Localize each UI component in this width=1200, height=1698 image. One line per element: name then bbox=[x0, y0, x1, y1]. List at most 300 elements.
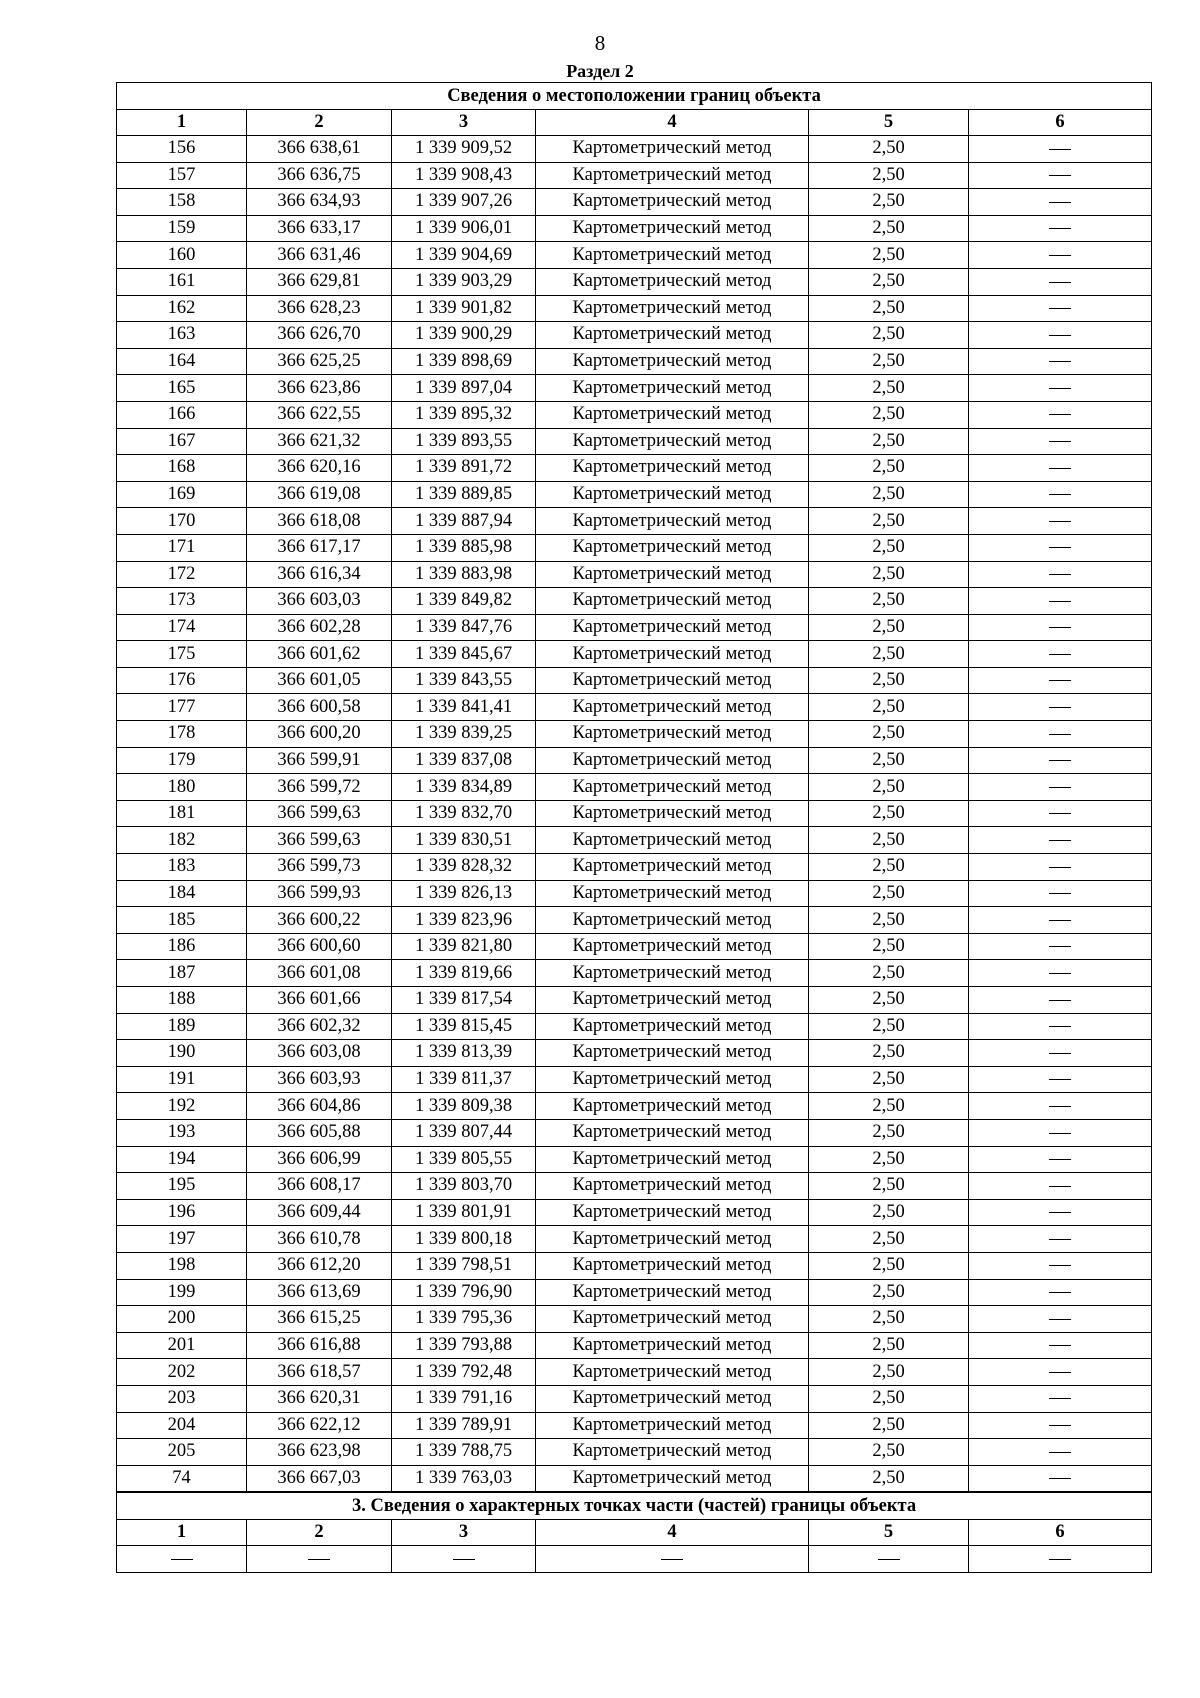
dash-mark bbox=[308, 1559, 330, 1560]
method-cell: Картометрический метод bbox=[536, 1439, 809, 1466]
accuracy-cell: 2,50 bbox=[809, 960, 969, 987]
accuracy-cell: 2,50 bbox=[809, 136, 969, 163]
section-title: Раздел 2 bbox=[566, 61, 634, 81]
x-coordinate-cell: 366 601,62 bbox=[247, 641, 392, 668]
point-number-cell: 191 bbox=[117, 1066, 247, 1093]
x-coordinate-cell: 366 631,46 bbox=[247, 242, 392, 269]
parts-column-number: 3 bbox=[392, 1520, 536, 1546]
y-coordinate-cell: 1 339 908,43 bbox=[392, 162, 536, 189]
y-coordinate-cell: 1 339 763,03 bbox=[392, 1465, 536, 1492]
y-coordinate-cell: 1 339 823,96 bbox=[392, 907, 536, 934]
point-number-cell: 181 bbox=[117, 800, 247, 827]
description-cell bbox=[969, 534, 1152, 561]
description-cell bbox=[969, 1173, 1152, 1200]
table-row bbox=[117, 534, 1152, 561]
table-row bbox=[117, 375, 1152, 402]
point-number-cell: 169 bbox=[117, 481, 247, 508]
table-row bbox=[117, 854, 1152, 881]
y-coordinate-cell: 1 339 845,67 bbox=[392, 641, 536, 668]
description-cell bbox=[969, 1093, 1152, 1120]
table-row bbox=[117, 295, 1152, 322]
column-number: 5 bbox=[809, 110, 969, 136]
table-row bbox=[117, 1093, 1152, 1120]
y-coordinate-cell: 1 339 796,90 bbox=[392, 1279, 536, 1306]
method-cell: Картометрический метод bbox=[536, 1119, 809, 1146]
column-number-row bbox=[117, 110, 1152, 136]
x-coordinate-cell: 366 618,57 bbox=[247, 1359, 392, 1386]
point-number-cell: 201 bbox=[117, 1332, 247, 1359]
method-cell: Картометрический метод bbox=[536, 1412, 809, 1439]
dash-mark bbox=[1049, 1106, 1071, 1107]
table-row bbox=[117, 1040, 1152, 1067]
point-number-cell: 192 bbox=[117, 1093, 247, 1120]
x-coordinate-cell: 366 599,63 bbox=[247, 800, 392, 827]
accuracy-cell: 2,50 bbox=[809, 1226, 969, 1253]
method-cell: Картометрический метод bbox=[536, 1252, 809, 1279]
dash-mark bbox=[1049, 521, 1071, 522]
description-cell bbox=[969, 933, 1152, 960]
dash-mark bbox=[1049, 1452, 1071, 1453]
point-number-cell: 194 bbox=[117, 1146, 247, 1173]
y-coordinate-cell: 1 339 789,91 bbox=[392, 1412, 536, 1439]
y-coordinate-cell: 1 339 801,91 bbox=[392, 1199, 536, 1226]
x-coordinate-cell: 366 601,08 bbox=[247, 960, 392, 987]
description-cell bbox=[969, 747, 1152, 774]
y-coordinate-cell: 1 339 898,69 bbox=[392, 348, 536, 375]
method-cell: Картометрический метод bbox=[536, 455, 809, 482]
method-cell: Картометрический метод bbox=[536, 561, 809, 588]
point-number-cell: 175 bbox=[117, 641, 247, 668]
method-cell: Картометрический метод bbox=[536, 747, 809, 774]
point-number-cell: 180 bbox=[117, 774, 247, 801]
table-row bbox=[117, 322, 1152, 349]
method-cell: Картометрический метод bbox=[536, 800, 809, 827]
dash-mark bbox=[1049, 547, 1071, 548]
x-coordinate-cell: 366 619,08 bbox=[247, 481, 392, 508]
accuracy-cell: 2,50 bbox=[809, 1252, 969, 1279]
dash-mark bbox=[1049, 707, 1071, 708]
y-coordinate-cell: 1 339 895,32 bbox=[392, 401, 536, 428]
y-coordinate-cell: 1 339 807,44 bbox=[392, 1119, 536, 1146]
table-row bbox=[117, 827, 1152, 854]
column-number: 2 bbox=[247, 110, 392, 136]
point-number-cell: 165 bbox=[117, 375, 247, 402]
accuracy-cell: 2,50 bbox=[809, 1332, 969, 1359]
accuracy-cell: 2,50 bbox=[809, 455, 969, 482]
description-cell bbox=[969, 854, 1152, 881]
table-row bbox=[117, 189, 1152, 216]
dash-mark bbox=[1049, 414, 1071, 415]
method-cell: Картометрический метод bbox=[536, 1359, 809, 1386]
table-row bbox=[117, 694, 1152, 721]
parts-column-number: 5 bbox=[809, 1520, 969, 1546]
accuracy-cell: 2,50 bbox=[809, 1412, 969, 1439]
method-cell: Картометрический метод bbox=[536, 1013, 809, 1040]
column-number: 3 bbox=[392, 110, 536, 136]
point-number-cell: 199 bbox=[117, 1279, 247, 1306]
dash-mark bbox=[1049, 627, 1071, 628]
description-cell bbox=[969, 295, 1152, 322]
accuracy-cell: 2,50 bbox=[809, 268, 969, 295]
dash-mark bbox=[1049, 255, 1071, 256]
accuracy-cell: 2,50 bbox=[809, 428, 969, 455]
dash-mark bbox=[1049, 946, 1071, 947]
y-coordinate-cell: 1 339 839,25 bbox=[392, 721, 536, 748]
y-coordinate-cell: 1 339 900,29 bbox=[392, 322, 536, 349]
y-coordinate-cell: 1 339 798,51 bbox=[392, 1252, 536, 1279]
point-number-cell: 202 bbox=[117, 1359, 247, 1386]
x-coordinate-cell: 366 615,25 bbox=[247, 1306, 392, 1333]
y-coordinate-cell: 1 339 834,89 bbox=[392, 774, 536, 801]
description-cell bbox=[969, 242, 1152, 269]
x-coordinate-cell: 366 600,60 bbox=[247, 933, 392, 960]
y-coordinate-cell: 1 339 837,08 bbox=[392, 747, 536, 774]
table-row bbox=[117, 348, 1152, 375]
description-cell bbox=[969, 987, 1152, 1014]
y-coordinate-cell: 1 339 826,13 bbox=[392, 880, 536, 907]
table-row bbox=[117, 641, 1152, 668]
dash-mark bbox=[1049, 308, 1071, 309]
dash-mark bbox=[878, 1559, 900, 1560]
y-coordinate-cell: 1 339 809,38 bbox=[392, 1093, 536, 1120]
point-number-cell: 178 bbox=[117, 721, 247, 748]
description-cell bbox=[969, 1252, 1152, 1279]
table-row bbox=[117, 1199, 1152, 1226]
method-cell: Картометрический метод bbox=[536, 1066, 809, 1093]
x-coordinate-cell: 366 601,05 bbox=[247, 667, 392, 694]
method-cell: Картометрический метод bbox=[536, 721, 809, 748]
table-row bbox=[117, 1359, 1152, 1386]
x-coordinate-cell: 366 623,98 bbox=[247, 1439, 392, 1466]
description-cell bbox=[969, 880, 1152, 907]
accuracy-cell: 2,50 bbox=[809, 215, 969, 242]
accuracy-cell: 2,50 bbox=[809, 907, 969, 934]
description-cell bbox=[969, 1040, 1152, 1067]
y-coordinate-cell: 1 339 897,04 bbox=[392, 375, 536, 402]
point-number-cell: 159 bbox=[117, 215, 247, 242]
method-cell: Картометрический метод bbox=[536, 774, 809, 801]
table-row bbox=[117, 960, 1152, 987]
y-coordinate-cell: 1 339 830,51 bbox=[392, 827, 536, 854]
table-row bbox=[117, 907, 1152, 934]
description-cell bbox=[969, 561, 1152, 588]
y-coordinate-cell: 1 339 800,18 bbox=[392, 1226, 536, 1253]
method-cell: Картометрический метод bbox=[536, 588, 809, 615]
point-number-cell: 195 bbox=[117, 1173, 247, 1200]
y-coordinate-cell: 1 339 901,82 bbox=[392, 295, 536, 322]
table-row bbox=[117, 1332, 1152, 1359]
y-coordinate-cell: 1 339 821,80 bbox=[392, 933, 536, 960]
accuracy-cell: 2,50 bbox=[809, 800, 969, 827]
description-cell bbox=[969, 960, 1152, 987]
table-row bbox=[117, 508, 1152, 535]
point-number-cell: 187 bbox=[117, 960, 247, 987]
accuracy-cell: 2,50 bbox=[809, 322, 969, 349]
point-number-cell: 162 bbox=[117, 295, 247, 322]
accuracy-cell: 2,50 bbox=[809, 375, 969, 402]
description-cell bbox=[969, 508, 1152, 535]
x-coordinate-cell: 366 599,93 bbox=[247, 880, 392, 907]
x-coordinate-cell: 366 600,58 bbox=[247, 694, 392, 721]
accuracy-cell: 2,50 bbox=[809, 1040, 969, 1067]
y-coordinate-cell: 1 339 843,55 bbox=[392, 667, 536, 694]
point-number-cell: 161 bbox=[117, 268, 247, 295]
description-cell bbox=[969, 189, 1152, 216]
table-caption-row bbox=[117, 83, 1152, 110]
method-cell: Картометрический метод bbox=[536, 1226, 809, 1253]
table-row bbox=[117, 1412, 1152, 1439]
dash-mark bbox=[1049, 973, 1071, 974]
point-number-cell: 183 bbox=[117, 854, 247, 881]
dash-mark bbox=[1049, 1559, 1071, 1560]
y-coordinate-cell: 1 339 841,41 bbox=[392, 694, 536, 721]
column-number: 6 bbox=[969, 110, 1152, 136]
parts-column-number-row bbox=[117, 1520, 1152, 1546]
x-coordinate-cell: 366 602,32 bbox=[247, 1013, 392, 1040]
accuracy-cell: 2,50 bbox=[809, 641, 969, 668]
x-coordinate-cell: 366 599,91 bbox=[247, 747, 392, 774]
y-coordinate-cell: 1 339 903,29 bbox=[392, 268, 536, 295]
accuracy-cell: 2,50 bbox=[809, 561, 969, 588]
column-number: 1 bbox=[117, 110, 247, 136]
point-number-cell: 166 bbox=[117, 401, 247, 428]
y-coordinate-cell: 1 339 893,55 bbox=[392, 428, 536, 455]
accuracy-cell: 2,50 bbox=[809, 1465, 969, 1492]
description-cell bbox=[969, 401, 1152, 428]
x-coordinate-cell: 366 603,93 bbox=[247, 1066, 392, 1093]
description-cell bbox=[969, 774, 1152, 801]
point-number-cell: 160 bbox=[117, 242, 247, 269]
description-cell bbox=[969, 215, 1152, 242]
method-cell: Картометрический метод bbox=[536, 322, 809, 349]
point-number-cell: 167 bbox=[117, 428, 247, 455]
dash-mark bbox=[1049, 468, 1071, 469]
accuracy-cell: 2,50 bbox=[809, 854, 969, 881]
point-number-cell: 171 bbox=[117, 534, 247, 561]
accuracy-cell: 2,50 bbox=[809, 534, 969, 561]
dash-mark bbox=[1049, 787, 1071, 788]
method-cell: Картометрический метод bbox=[536, 242, 809, 269]
table-row bbox=[117, 1226, 1152, 1253]
method-cell: Картометрический метод bbox=[536, 295, 809, 322]
accuracy-cell: 2,50 bbox=[809, 747, 969, 774]
parts-column-number: 4 bbox=[536, 1520, 809, 1546]
method-cell: Картометрический метод bbox=[536, 1199, 809, 1226]
accuracy-cell: 2,50 bbox=[809, 880, 969, 907]
description-cell bbox=[969, 641, 1152, 668]
description-cell bbox=[969, 721, 1152, 748]
y-coordinate-cell: 1 339 815,45 bbox=[392, 1013, 536, 1040]
table-row bbox=[117, 1279, 1152, 1306]
dash-mark bbox=[1049, 1239, 1071, 1240]
description-cell bbox=[969, 1279, 1152, 1306]
empty-cell bbox=[117, 1546, 247, 1573]
table-row bbox=[117, 667, 1152, 694]
accuracy-cell: 2,50 bbox=[809, 827, 969, 854]
table-row bbox=[117, 242, 1152, 269]
dash-mark bbox=[1049, 1319, 1071, 1320]
dash-mark bbox=[1049, 1292, 1071, 1293]
method-cell: Картометрический метод bbox=[536, 1306, 809, 1333]
dash-mark bbox=[1049, 202, 1071, 203]
description-cell bbox=[969, 1146, 1152, 1173]
method-cell: Картометрический метод bbox=[536, 508, 809, 535]
dash-mark bbox=[1049, 1000, 1071, 1001]
description-cell bbox=[969, 694, 1152, 721]
table-caption: Сведения о местоположении границ объекта bbox=[117, 83, 1152, 110]
accuracy-cell: 2,50 bbox=[809, 1013, 969, 1040]
x-coordinate-cell: 366 617,17 bbox=[247, 534, 392, 561]
y-coordinate-cell: 1 339 847,76 bbox=[392, 614, 536, 641]
method-cell: Картометрический метод bbox=[536, 1332, 809, 1359]
method-cell: Картометрический метод bbox=[536, 268, 809, 295]
description-cell bbox=[969, 1013, 1152, 1040]
dash-mark bbox=[1049, 760, 1071, 761]
table-row bbox=[117, 800, 1152, 827]
accuracy-cell: 2,50 bbox=[809, 721, 969, 748]
point-number-cell: 189 bbox=[117, 1013, 247, 1040]
accuracy-cell: 2,50 bbox=[809, 1385, 969, 1412]
dash-mark bbox=[1049, 1372, 1071, 1373]
x-coordinate-cell: 366 625,25 bbox=[247, 348, 392, 375]
dash-mark bbox=[1049, 335, 1071, 336]
method-cell: Картометрический метод bbox=[536, 987, 809, 1014]
y-coordinate-cell: 1 339 813,39 bbox=[392, 1040, 536, 1067]
x-coordinate-cell: 366 613,69 bbox=[247, 1279, 392, 1306]
x-coordinate-cell: 366 626,70 bbox=[247, 322, 392, 349]
description-cell bbox=[969, 455, 1152, 482]
description-cell bbox=[969, 136, 1152, 163]
x-coordinate-cell: 366 638,61 bbox=[247, 136, 392, 163]
dash-mark bbox=[1049, 1398, 1071, 1399]
dash-mark bbox=[1049, 1212, 1071, 1213]
table-row bbox=[117, 588, 1152, 615]
dash-mark bbox=[1049, 1026, 1071, 1027]
table-row bbox=[117, 1173, 1152, 1200]
dash-mark bbox=[1049, 149, 1071, 150]
y-coordinate-cell: 1 339 849,82 bbox=[392, 588, 536, 615]
accuracy-cell: 2,50 bbox=[809, 1199, 969, 1226]
description-cell bbox=[969, 348, 1152, 375]
description-cell bbox=[969, 827, 1152, 854]
accuracy-cell: 2,50 bbox=[809, 774, 969, 801]
point-number-cell: 177 bbox=[117, 694, 247, 721]
x-coordinate-cell: 366 618,08 bbox=[247, 508, 392, 535]
table-row bbox=[117, 1385, 1152, 1412]
method-cell: Картометрический метод bbox=[536, 348, 809, 375]
method-cell: Картометрический метод bbox=[536, 933, 809, 960]
dash-mark bbox=[1049, 175, 1071, 176]
description-cell bbox=[969, 1306, 1152, 1333]
dash-mark bbox=[171, 1559, 193, 1560]
accuracy-cell: 2,50 bbox=[809, 1146, 969, 1173]
dash-mark bbox=[1049, 1159, 1071, 1160]
accuracy-cell: 2,50 bbox=[809, 933, 969, 960]
parts-column-number: 1 bbox=[117, 1520, 247, 1546]
dash-mark bbox=[1049, 680, 1071, 681]
method-cell: Картометрический метод bbox=[536, 827, 809, 854]
accuracy-cell: 2,50 bbox=[809, 694, 969, 721]
method-cell: Картометрический метод bbox=[536, 694, 809, 721]
method-cell: Картометрический метод bbox=[536, 854, 809, 881]
description-cell bbox=[969, 1066, 1152, 1093]
point-number-cell: 198 bbox=[117, 1252, 247, 1279]
description-cell bbox=[969, 1412, 1152, 1439]
dash-mark bbox=[1049, 388, 1071, 389]
table-row bbox=[117, 774, 1152, 801]
method-cell: Картометрический метод bbox=[536, 401, 809, 428]
accuracy-cell: 2,50 bbox=[809, 1173, 969, 1200]
accuracy-cell: 2,50 bbox=[809, 614, 969, 641]
table-row bbox=[117, 880, 1152, 907]
dash-mark bbox=[1049, 920, 1071, 921]
table-row bbox=[117, 747, 1152, 774]
x-coordinate-cell: 366 599,72 bbox=[247, 774, 392, 801]
accuracy-cell: 2,50 bbox=[809, 1279, 969, 1306]
table-row bbox=[117, 721, 1152, 748]
method-cell: Картометрический метод bbox=[536, 1465, 809, 1492]
description-cell bbox=[969, 428, 1152, 455]
dash-mark bbox=[1049, 361, 1071, 362]
point-number-cell: 74 bbox=[117, 1465, 247, 1492]
x-coordinate-cell: 366 667,03 bbox=[247, 1465, 392, 1492]
point-number-cell: 157 bbox=[117, 162, 247, 189]
x-coordinate-cell: 366 604,86 bbox=[247, 1093, 392, 1120]
description-cell bbox=[969, 481, 1152, 508]
x-coordinate-cell: 366 602,28 bbox=[247, 614, 392, 641]
point-number-cell: 163 bbox=[117, 322, 247, 349]
parts-column-number: 6 bbox=[969, 1520, 1152, 1546]
x-coordinate-cell: 366 616,88 bbox=[247, 1332, 392, 1359]
description-cell bbox=[969, 268, 1152, 295]
boundary-points-table bbox=[116, 82, 1152, 1573]
dash-mark bbox=[1049, 574, 1071, 575]
dash-mark bbox=[1049, 1053, 1071, 1054]
x-coordinate-cell: 366 634,93 bbox=[247, 189, 392, 216]
empty-cell bbox=[536, 1546, 809, 1573]
table-row bbox=[117, 215, 1152, 242]
accuracy-cell: 2,50 bbox=[809, 242, 969, 269]
x-coordinate-cell: 366 620,31 bbox=[247, 1385, 392, 1412]
y-coordinate-cell: 1 339 791,16 bbox=[392, 1385, 536, 1412]
page-number: 8 bbox=[594, 31, 606, 55]
method-cell: Картометрический метод bbox=[536, 614, 809, 641]
empty-cell bbox=[247, 1546, 392, 1573]
description-cell bbox=[969, 800, 1152, 827]
table-row bbox=[117, 401, 1152, 428]
point-number-cell: 200 bbox=[117, 1306, 247, 1333]
y-coordinate-cell: 1 339 909,52 bbox=[392, 136, 536, 163]
x-coordinate-cell: 366 601,66 bbox=[247, 987, 392, 1014]
point-number-cell: 170 bbox=[117, 508, 247, 535]
column-number: 4 bbox=[536, 110, 809, 136]
y-coordinate-cell: 1 339 885,98 bbox=[392, 534, 536, 561]
dash-mark bbox=[1049, 441, 1071, 442]
empty-cell bbox=[969, 1546, 1152, 1573]
parts-empty-row bbox=[117, 1546, 1152, 1573]
table-row bbox=[117, 162, 1152, 189]
y-coordinate-cell: 1 339 803,70 bbox=[392, 1173, 536, 1200]
point-number-cell: 188 bbox=[117, 987, 247, 1014]
x-coordinate-cell: 366 608,17 bbox=[247, 1173, 392, 1200]
point-number-cell: 186 bbox=[117, 933, 247, 960]
point-number-cell: 173 bbox=[117, 588, 247, 615]
x-coordinate-cell: 366 636,75 bbox=[247, 162, 392, 189]
table-row bbox=[117, 614, 1152, 641]
dash-mark bbox=[1049, 813, 1071, 814]
accuracy-cell: 2,50 bbox=[809, 348, 969, 375]
y-coordinate-cell: 1 339 904,69 bbox=[392, 242, 536, 269]
